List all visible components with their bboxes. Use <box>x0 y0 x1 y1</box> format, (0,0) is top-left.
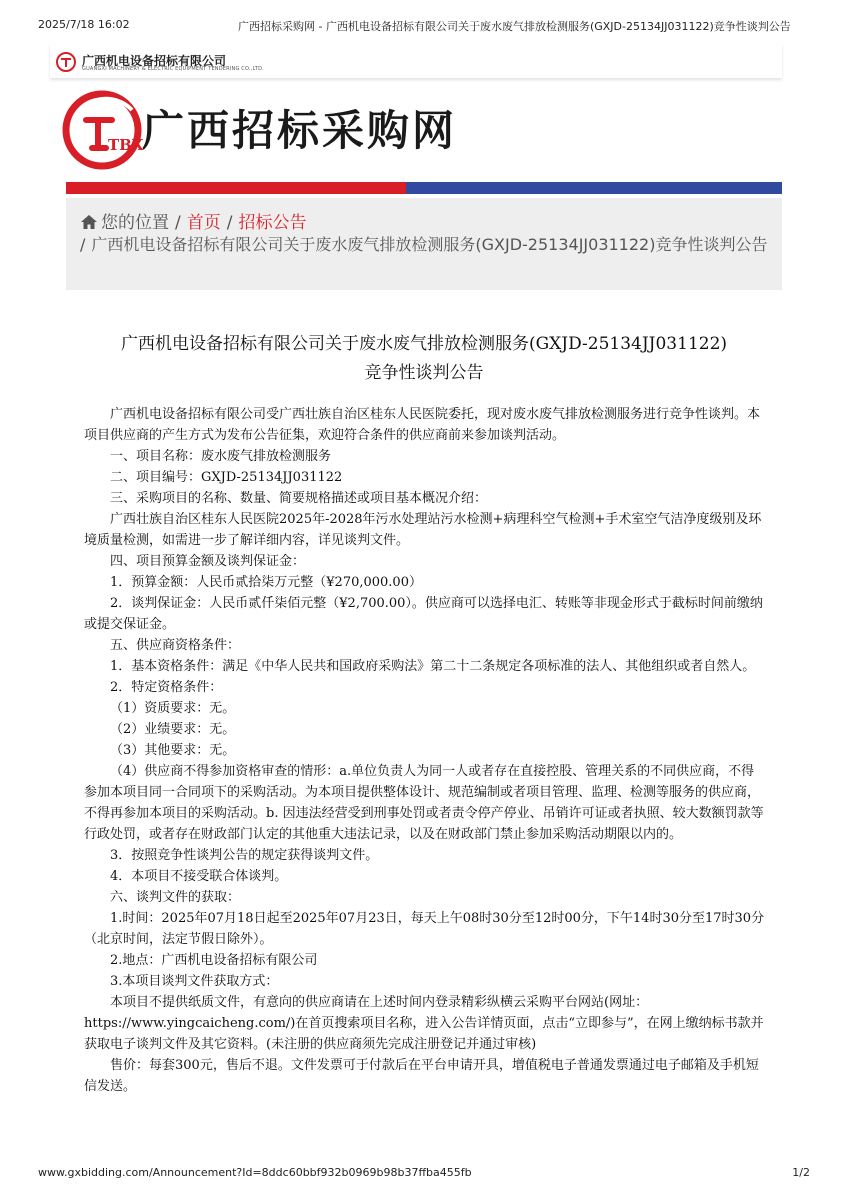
print-page-title: 广西招标采购网 - 广西机电设备招标有限公司关于废水废气排放检测服务(GXJD-25134JJ031122)竞争性谈判公告 <box>238 20 791 33</box>
site-banner <box>62 88 782 178</box>
print-url: www.gxbidding.com/Announcement?Id=8ddc60bbf932b0969b98b37ffba455fb <box>38 1166 472 1179</box>
breadcrumb-current: 广西机电设备招标有限公司关于废水废气排放检测服务(GXJD-25134JJ031122)竞争性谈判公告 <box>91 235 768 254</box>
stripe-red <box>66 182 406 194</box>
paragraph: 3.本项目谈判文件获取方式： <box>110 974 279 989</box>
home-icon <box>80 214 98 230</box>
paragraph: 1．预算金额：人民币贰拾柒万元整（¥270,000.00） <box>110 575 422 590</box>
company-name-en: GUANGXI MACHINERY & ELECTRIC EQUIPMENT TENDERING CO.,LTD. <box>82 66 264 72</box>
paragraph: 2．谈判保证金：人民币贰仟柒佰元整（¥2,700.00）。供应商可以选择电汇、转账等非现金形式于截标时间前缴纳或提交保证金。 <box>84 596 763 632</box>
breadcrumb-home-link[interactable]: 首页 <box>186 213 221 233</box>
paragraph: 2．特定资格条件： <box>110 680 223 695</box>
print-header <box>38 18 810 34</box>
document-body <box>84 404 766 1097</box>
company-bar <box>50 44 782 78</box>
paragraph: 4．本项目不接受联合体谈判。 <box>110 869 288 884</box>
breadcrumb-separator: / <box>175 213 181 233</box>
paragraph: 2.地点：广西机电设备招标有限公司 <box>110 953 318 968</box>
company-logo-icon <box>56 52 76 72</box>
brand-stripe <box>66 182 782 194</box>
paragraph: 五、供应商资格条件： <box>110 638 241 653</box>
breadcrumb-separator: / <box>226 213 233 233</box>
breadcrumb <box>66 198 782 290</box>
paragraph: 六、谈判文件的获取： <box>110 890 241 905</box>
paragraph: 售价：每套300元，售后不退。文件发票可于付款后在平台申请开具，增值税电子普通发票通过电子邮箱及手机短信发送。 <box>84 1058 759 1094</box>
breadcrumb-separator: / <box>80 235 86 254</box>
stripe-blue <box>406 182 782 194</box>
breadcrumb-location-label: 您的位置 <box>101 213 169 233</box>
page-number: 1/2 <box>792 1166 810 1179</box>
paragraph: 1.时间：2025年07月18日起至2025年07月23日，每天上午08时30分至12时00分，下午14时30分至17时30分（北京时间，法定节假日除外）。 <box>84 911 765 947</box>
company-name: 广西机电设备招标有限公司 <box>82 54 227 68</box>
paragraph: （2）业绩要求：无。 <box>110 722 236 737</box>
paragraph: 广西壮族自治区桂东人民医院2025年-2028年污水处理站污水检测+病理科空气检测+手术室空气洁净度级别及环境质量检测，如需进一步了解详细内容，详见谈判文件。 <box>84 512 762 548</box>
paragraph: 广西机电设备招标有限公司受广西壮族自治区桂东人民医院委托，现对废水废气排放检测服务进行竞争性谈判。本项目供应商的产生方式为发布公告征集，欢迎符合条件的供应商前来参加谈判活动。 <box>84 407 761 443</box>
document-title-line: 竞争性谈判公告 <box>364 363 484 383</box>
paragraph: 二、项目编号：GXJD-25134JJ031122 <box>110 470 343 485</box>
paragraph: （3）其他要求：无。 <box>110 743 236 758</box>
paragraph: （1）资质要求：无。 <box>110 701 236 716</box>
document-title <box>84 330 764 388</box>
paragraph: 1．基本资格条件：满足《中华人民共和国政府采购法》第二十二条规定各项标准的法人、其他组织或者自然人。 <box>110 659 756 674</box>
paragraph: 3．按照竞争性谈判公告的规定获得谈判文件。 <box>110 848 379 863</box>
paragraph: 本项目不提供纸质文件，有意向的供应商请在上述时间内登录精彩纵横云采购平台网站(网址：https://www.yingcaicheng.com/)在首页搜索项目名称，进入公告详情页面，点击“立即参与”，在网上缴纳标书款并获取电子谈判文件及其它资料。(未注册的供应商须先完成注册登记并通过审核) <box>84 995 764 1052</box>
paragraph: 三、采购项目的名称、数量、简要规格描述或项目基本概况介绍： <box>110 491 488 506</box>
site-title[interactable]: 广西招标采购网 <box>142 106 458 155</box>
site-logo-icon[interactable] <box>62 88 146 172</box>
paragraph: （4）供应商不得参加资格审查的情形：a.单位负责人为同一人或者存在直接控股、管理关系的不同供应商，不得参加本项目同一合同项下的采购活动。为本项目提供整体设计、规范编制或者项目管理、监理、检测等服务的供应商，不得再参加本项目的采购活动。b. 因违法经营受到刑事处罚或者责令停产停业、吊销许可证或者执照、较大数额罚款等行政处罚，或者存在财政部门认定的其他重大违法记录，以及在财政部门禁止参加采购活动期限以内的。 <box>84 764 764 842</box>
document-title-line: 广西机电设备招标有限公司关于废水废气排放检测服务(GXJD-25134JJ031122) <box>120 334 728 354</box>
paragraph: 四、项目预算金额及谈判保证金： <box>110 554 306 569</box>
paragraph: 一、项目名称：废水废气排放检测服务 <box>110 449 332 464</box>
print-timestamp: 2025/7/18 16:02 <box>38 18 130 31</box>
print-footer <box>38 1166 810 1182</box>
breadcrumb-section-link[interactable]: 招标公告 <box>238 213 307 233</box>
site-logo-text: TBX <box>108 136 144 154</box>
